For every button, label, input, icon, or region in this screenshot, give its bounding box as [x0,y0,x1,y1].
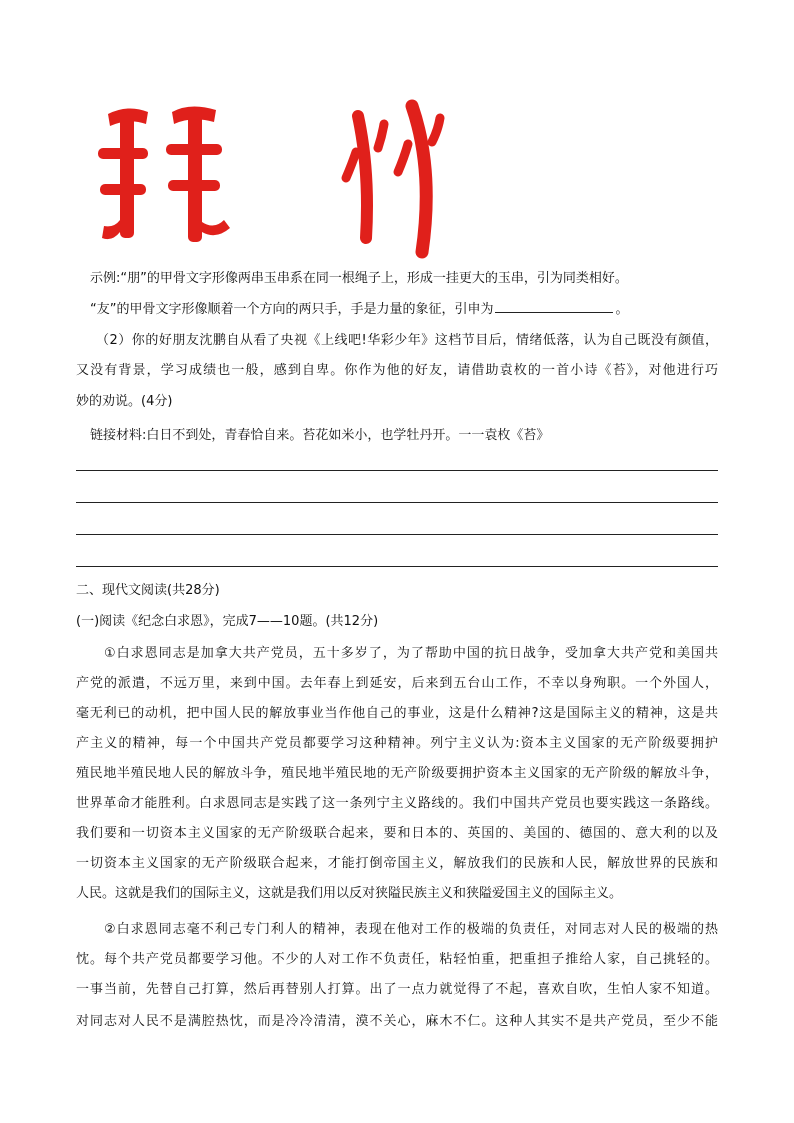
question-2-line-1: （2）你的好朋友沈鹏自从看了央视《上线吧!华彩少年》这档节目后，情绪低落，认为自己既没有颜值， [96,333,718,348]
answer-line[interactable] [76,534,718,535]
example-line-1: 示例:“朋”的甲骨文字形像两串玉串系在同一根绳子上，形成一挂更大的玉串，引为同类相好。 [90,271,628,286]
example-line-2-text: “友”的甲骨文字形像顺着一个方向的两只手，手是力量的象征，引申为 [90,302,494,317]
paragraph-2-line: 一事当前，先替自己打算，然后再替别人打算。出了一点力就觉得了不起，喜欢自吹，生怕人家不知道。 [76,982,718,997]
paragraph-2-line: 忱。每个共产党员都要学习他。不少的人对工作不负责任，粘轻怕重，把重担子推给人家，自己挑轻的。 [76,952,718,967]
answer-line[interactable] [76,566,718,567]
paragraph-1-line: 毫无利已的动机，把中国人民的解放事业当作他自己的事业，这是什么精神?这是国际主义的精神，这是共 [76,706,718,721]
paragraph-1-line: 殖民地半殖民地人民的解放斗争，殖民地半殖民地的无产阶级要拥护资本主义国家的无产阶级的解放斗争， [76,766,718,781]
paragraph-1-line: 世界革命才能胜利。白求恩同志是实践了这一条列宁主义路线的。我们中国共产党员也要实践这一条路线。 [76,796,718,811]
paragraph-1-line: 一切资本主义国家的无产阶级联合起来，才能打倒帝国主义，解放我们的民族和人民，解放世界的民族和 [76,856,718,871]
paragraph-2-line: ②白求恩同志毫不利己专门利人的精神，表现在他对工作的极端的负责任，对同志对人民的极端的热 [104,922,718,937]
answer-blank[interactable] [495,298,613,313]
you-oracle-glyph-icon [346,106,440,252]
paragraph-1-line: 人民。这就是我们的国际主义，这就是我们用以反对狭隘民族主义和狭隘爱国主义的国际主义。 [76,886,623,901]
example-line-2-end: 。 [615,302,629,317]
example-line-2 [90,297,730,323]
paragraph-1-line: 产主义的精神，每一个中国共产党员都要学习这种精神。列宁主义认为:资本主义国家的无产阶级要拥护 [76,736,718,751]
link-material: 链接材料:白日不到处，青春恰自来。苔花如米小，也学牡丹开。一一袁枚《苔》 [90,428,550,443]
paragraph-1-line: ①白求恩同志是加拿大共产党员，五十多岁了，为了帮助中国的抗日战争，受加拿大共产党和美国共 [104,646,718,661]
section-heading: 二、现代文阅读(共28分) [76,583,220,598]
peng-oracle-glyph-icon [98,106,230,242]
question-2-line-3: 妙的劝说。(4分) [76,394,173,409]
paragraph-1-line: 产党的派遣，不远万里，来到中国。去年春上到延安，后来到五台山工作，不幸以身殉职。一个外国人， [76,676,718,691]
paragraph-2-line: 对同志对人民不是满腔热忱，而是冷冷清清，漠不关心，麻木不仁。这种人其实不是共产党员，至少不能 [76,1014,718,1029]
answer-line[interactable] [76,470,718,471]
reading-sub-heading: (一)阅读《纪念白求恩》，完成7——10题。(共12分) [76,614,379,629]
oracle-glyphs [90,92,450,262]
paragraph-1-line: 我们要和一切资本主义国家的无产阶级联合起来，要和日本的、英国的、美国的、德国的、意大利的以及 [76,826,718,841]
answer-line[interactable] [76,502,718,503]
question-2-line-2: 又没有背景，学习成绩也一般，感到自卑。你作为他的好友，请借助袁枚的一首小诗《苔》，对他进行巧 [76,363,718,378]
